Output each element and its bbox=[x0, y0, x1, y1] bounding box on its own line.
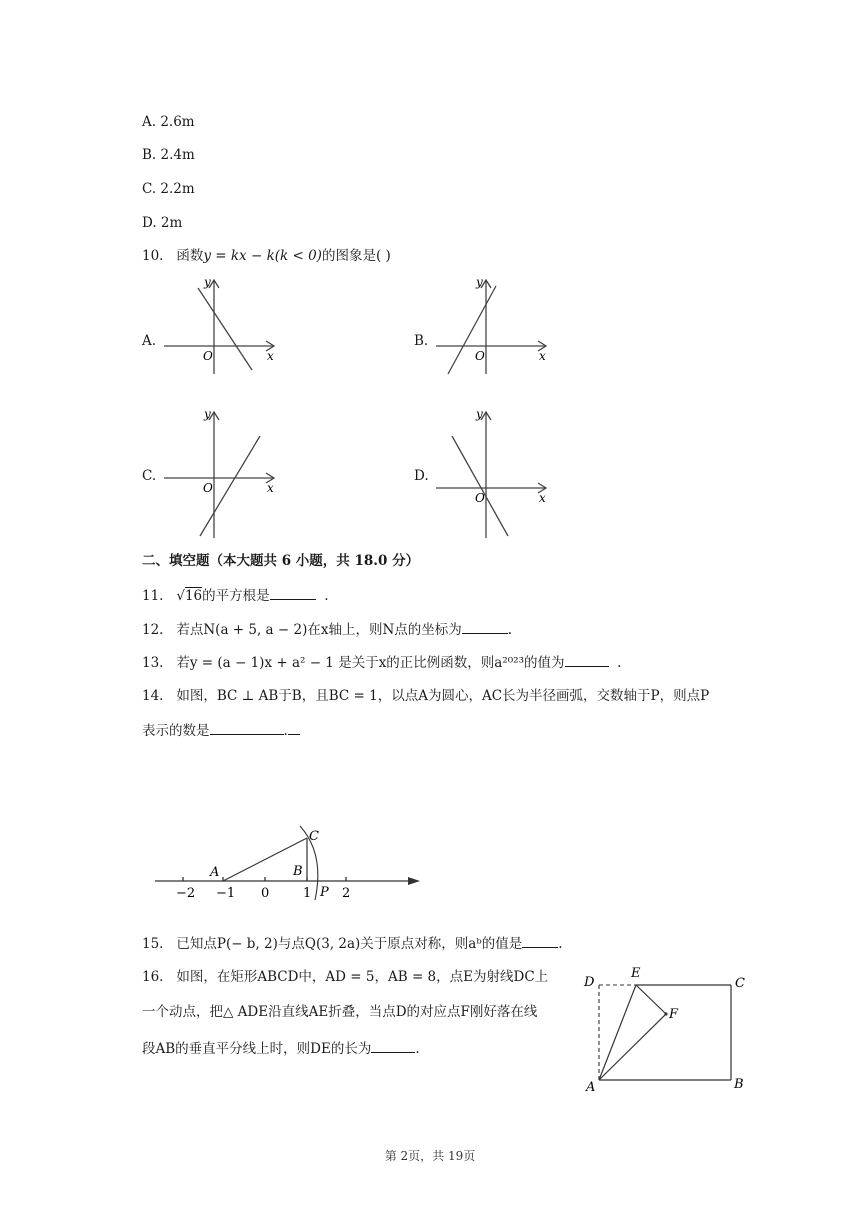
q14-tail: . bbox=[283, 723, 288, 739]
q15-text: 已知点P(− b, 2)与点Q(3, 2a)关于原点对称，则aᵇ的值是 bbox=[176, 936, 523, 952]
q14-tick-1: 1 bbox=[303, 886, 312, 901]
q9-option-b: B. 2.4m bbox=[142, 147, 195, 163]
q14-label-p: P bbox=[320, 885, 329, 900]
q10a-x-label: x bbox=[267, 349, 274, 363]
q14-line1 bbox=[142, 686, 709, 706]
q16-figure bbox=[580, 964, 756, 1096]
q14-tick-m1: −1 bbox=[216, 886, 236, 901]
q14-line2 bbox=[142, 720, 300, 741]
q12-text: 若点N(a + 5, a − 2)在x轴上，则N点的坐标为 bbox=[176, 622, 462, 638]
q16-line2 bbox=[142, 1002, 537, 1022]
q14-label-a: A bbox=[210, 865, 220, 880]
q10-formula: y = kx − k(k < 0) bbox=[203, 248, 322, 264]
q13-answer-blank[interactable] bbox=[565, 652, 609, 667]
q14-tick-m2: −2 bbox=[176, 886, 196, 901]
q9-option-c: C. 2.2m bbox=[142, 181, 195, 197]
q14-tick-2: 2 bbox=[342, 886, 351, 901]
q13-text: 若y = (a − 1)x + a² − 1 是关于x的正比例函数，则a²⁰²³的值为 bbox=[176, 655, 565, 671]
q10d-y-label: y bbox=[476, 407, 483, 421]
q14-figure bbox=[150, 826, 430, 902]
q12-tail: . bbox=[507, 622, 513, 638]
q10-option-c-label: C. bbox=[142, 468, 157, 484]
q10a-y-label: y bbox=[204, 275, 211, 289]
q10-option-a-label: A. bbox=[142, 333, 157, 349]
q15 bbox=[142, 933, 563, 954]
q16-text-line3: 段AB的垂直平分线上时，则DE的长为 bbox=[142, 1041, 372, 1057]
q10d-x-label: x bbox=[539, 491, 546, 505]
q16-label-f: F bbox=[669, 1007, 679, 1022]
q12-answer-blank[interactable] bbox=[462, 619, 508, 634]
q10b-x-label: x bbox=[539, 349, 546, 363]
q16-tail: . bbox=[415, 1041, 420, 1057]
q10-stem bbox=[142, 246, 391, 266]
section-heading: 二、填空题（本大题共 6 小题，共 18.0 分） bbox=[142, 553, 420, 569]
sqrt-icon: √ bbox=[176, 588, 185, 604]
q16-label-a: A bbox=[586, 1080, 596, 1095]
q10b-origin-label: O bbox=[475, 349, 485, 363]
q12 bbox=[142, 619, 512, 640]
q16-label-e: E bbox=[631, 966, 641, 981]
q10-option-d-label: D. bbox=[414, 468, 429, 484]
q14-text-line1: 如图，BC ⊥ AB于B，且BC = 1，以点A为圆心，AC长为半径画弧，交数轴于P，则点P bbox=[176, 688, 710, 704]
q10c-x-label: x bbox=[267, 481, 274, 495]
q15-answer-blank[interactable] bbox=[522, 933, 558, 948]
q16-line1 bbox=[142, 967, 548, 987]
q10-graph-d bbox=[432, 404, 552, 540]
q14-label-c: C bbox=[309, 829, 319, 844]
q10c-origin-label: O bbox=[203, 481, 213, 495]
q16-text-line2: 一个动点，把△ ADE沿直线AE折叠，当点D的对应点F刚好落在线 bbox=[142, 1004, 538, 1020]
q12-number: 12. bbox=[142, 622, 164, 638]
q16-label-d: D bbox=[584, 975, 595, 990]
q11-radicand: 16 bbox=[184, 588, 203, 604]
q16-answer-blank[interactable] bbox=[371, 1038, 415, 1053]
q11 bbox=[142, 585, 329, 606]
q16-label-c: C bbox=[735, 976, 745, 991]
q10-graph-c bbox=[160, 404, 280, 540]
q14-answer-blank[interactable] bbox=[210, 720, 284, 735]
q13-tail: . bbox=[617, 655, 622, 671]
q16-number: 16. bbox=[142, 969, 164, 985]
q14-text-line2: 表示的数是 bbox=[142, 723, 210, 739]
q9-option-d: D. 2m bbox=[142, 215, 183, 231]
q10-graph-b bbox=[432, 272, 552, 376]
q11-text: 的平方根是 bbox=[202, 588, 270, 604]
q10-number: 10. bbox=[142, 248, 164, 264]
q14-blank-end bbox=[288, 720, 300, 735]
q14-label-b: B bbox=[293, 864, 303, 879]
q16-text-line1: 如图，在矩形ABCD中，AD = 5，AB = 8，点E为射线DC上 bbox=[176, 969, 549, 985]
q14-tick-0: 0 bbox=[261, 886, 270, 901]
q11-answer-blank[interactable] bbox=[270, 585, 316, 600]
q10-stem-suffix: 的图象是( ) bbox=[321, 248, 391, 264]
q11-tail: . bbox=[324, 588, 329, 604]
q14-number: 14. bbox=[142, 688, 164, 704]
q11-number: 11. bbox=[142, 588, 164, 604]
q10a-origin-label: O bbox=[203, 349, 213, 363]
q10c-y-label: y bbox=[204, 407, 211, 421]
q15-tail: . bbox=[558, 936, 563, 952]
q10-option-b-label: B. bbox=[414, 333, 429, 349]
q16-line3 bbox=[142, 1038, 420, 1059]
q9-option-a: A. 2.6m bbox=[142, 114, 195, 130]
q13 bbox=[142, 652, 621, 673]
q10d-origin-label: O bbox=[475, 491, 485, 505]
q13-number: 13. bbox=[142, 655, 164, 671]
q10-graph-a bbox=[160, 272, 280, 376]
q10-stem-prefix: 函数 bbox=[176, 248, 204, 264]
q15-number: 15. bbox=[142, 936, 164, 952]
page-footer: 第 2页，共 19页 bbox=[384, 1149, 476, 1163]
q10b-y-label: y bbox=[476, 275, 483, 289]
q16-label-b: B bbox=[734, 1077, 744, 1092]
